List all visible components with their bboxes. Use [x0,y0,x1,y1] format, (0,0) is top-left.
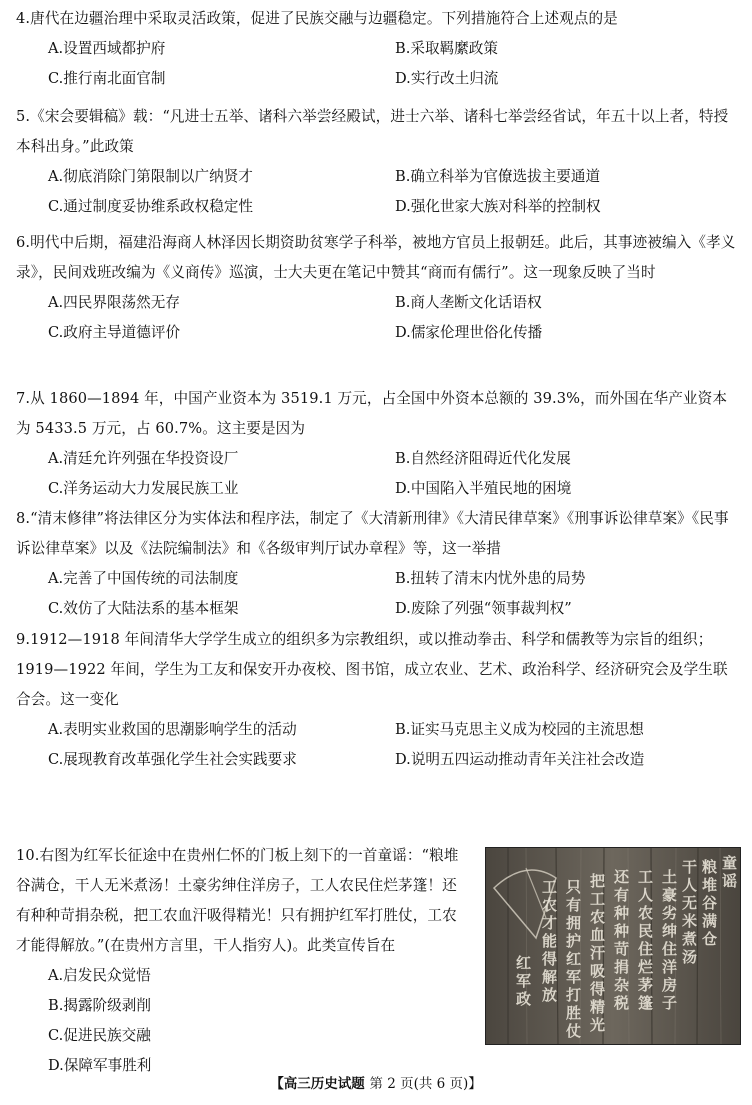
option-b: B.采取羁縻政策 [395,40,498,57]
question-7 [16,384,738,504]
svg-text:绅: 绅 [662,922,678,940]
svg-text:人: 人 [682,876,698,894]
svg-text:精: 精 [590,998,606,1016]
svg-text:解: 解 [542,968,558,986]
option-b: B.自然经济阻碍近代化发展 [395,450,571,467]
question-4 [16,4,738,94]
svg-text:种: 种 [614,922,630,940]
option-a: A.四民界限荡然无存 [48,294,180,311]
svg-text:税: 税 [614,994,630,1012]
svg-text:拥: 拥 [566,914,582,932]
svg-text:土: 土 [662,868,678,886]
svg-text:米: 米 [682,912,698,930]
svg-text:无: 无 [682,894,698,912]
option-a: A.清廷允许列强在华投资设厂 [48,450,239,467]
svg-text:篷: 篷 [638,994,654,1012]
svg-text:住: 住 [638,940,654,958]
carved-door-photo [485,847,741,1045]
question-stem: 6.明代中后期，福建沿海商人林泽因长期资助贫寒学子科举，被地方官员上报朝廷。此后，其事迹被编入《孝义录》，民间戏班改编为《义商传》巡演，士大夫更在笔记中赞其“商而有儒行”。这一现象反映了当时 [16,234,736,281]
svg-text:童: 童 [722,854,738,872]
svg-text:得: 得 [590,980,606,998]
option-a: A.完善了中国传统的司法制度 [48,570,239,587]
svg-text:苛: 苛 [614,940,630,958]
option-d: D.儒家伦理世俗化传播 [395,324,543,341]
svg-text:能: 能 [542,932,558,950]
svg-text:仓: 仓 [702,930,718,948]
svg-text:工: 工 [542,878,558,896]
svg-text:汗: 汗 [590,944,606,962]
option-d: D.保障军事胜利 [48,1057,152,1074]
svg-text:满: 满 [702,912,718,930]
option-d: D.实行改土归流 [395,70,499,87]
svg-text:民: 民 [638,922,654,940]
option-d: D.说明五四运动推动青年关注社会改造 [395,751,645,768]
option-a: A.彻底消除门第限制以广纳贤才 [48,168,253,185]
question-stem: 7.从 1860—1894 年，中国产业资本为 3519.1 万元，占全国中外资本总额的 39.3%，而外国在华产业资本为 5433.5 万元，占 60.7%。这主要是因为 [16,390,728,437]
svg-text:干: 干 [682,858,698,876]
option-c: C.效仿了大陆法系的基本框架 [48,600,239,617]
svg-text:捐: 捐 [614,958,630,976]
svg-text:吸: 吸 [590,962,606,980]
option-c: C.通过制度妥协维系政权稳定性 [48,198,254,215]
page-footer [0,1072,752,1092]
option-b: B.确立科举为官僚选拔主要通道 [395,168,601,185]
question-stem: 5.《宋会要辑稿》载：“凡进士五举、诸科六举尝经殿试，进士六举、诸科七举尝经省试，年五十以上者，特授本科出身。”此政策 [16,108,729,155]
option-b: B.证实马克思主义成为校园的主流思想 [395,721,644,738]
svg-text:才: 才 [542,914,558,932]
option-c: C.政府主导道德评价 [48,324,181,341]
option-a: A.启发民众觉悟 [48,967,151,984]
svg-text:光: 光 [590,1016,606,1034]
svg-text:政: 政 [516,990,532,1008]
svg-text:房: 房 [662,976,678,994]
question-5 [16,102,738,222]
svg-text:红: 红 [566,950,582,968]
svg-text:种: 种 [614,904,630,922]
option-c: C.洋务运动大力发展民族工业 [48,480,239,497]
svg-text:农: 农 [638,904,654,922]
svg-text:汤: 汤 [682,948,698,966]
svg-text:子: 子 [662,994,678,1012]
svg-text:农: 农 [590,908,606,926]
option-c: C.促进民族交融 [48,1027,151,1044]
option-c: C.推行南北面官制 [48,70,166,87]
question-stem: 4.唐代在边疆治理中采取灵活政策，促进了民族交融与边疆稳定。下列措施符合上述观点的是 [16,10,618,27]
svg-text:劣: 劣 [662,904,678,922]
svg-text:只: 只 [566,878,582,896]
question-stem: 9.1912—1918 年间清华大学学生成立的组织多为宗教组织，或以推动拳击、科学和儒教等为宗旨的组织；1919—1922 年间，学生为工友和保安开办夜校、图书馆，成立农业、艺术、政治科学、经济研究会及学生联合会。这一变化 [16,631,728,708]
svg-text:血: 血 [590,926,606,944]
svg-text:有: 有 [614,886,630,904]
svg-text:还: 还 [614,868,630,886]
question-9 [16,625,738,775]
option-d: D.强化世家大族对科举的控制权 [395,198,601,215]
svg-text:工: 工 [638,868,654,886]
svg-text:杂: 杂 [614,976,630,994]
footer-page-number: 第 2 页(共 6 页)】 [369,1076,482,1092]
svg-text:谷: 谷 [702,894,718,912]
svg-text:茅: 茅 [638,976,654,994]
option-d: D.废除了列强“领事裁判权” [395,600,572,617]
svg-text:有: 有 [566,896,582,914]
svg-text:得: 得 [542,950,558,968]
svg-text:护: 护 [566,932,582,950]
option-a: A.表明实业救国的思潮影响学生的活动 [48,721,297,738]
svg-text:住: 住 [662,940,678,958]
svg-text:堆: 堆 [702,876,718,894]
question-stem: 10.右图为红军长征途中在贵州仁怀的门板上刻下的一首童谣：“粮堆谷满仓，干人无米煮汤！土豪劣绅住洋房子，工人农民住烂茅篷！还有种种苛捐杂税，把工农血汗吸得精光！只有拥护红军打胜仗，工农才能得解放。”(在贵州方言里，干人指穷人)。此类宣传旨在 [16,847,459,954]
svg-text:人: 人 [638,886,654,904]
svg-text:煮: 煮 [682,930,698,948]
question-stem: 8.“清末修律”将法律区分为实体法和程序法，制定了《大清新刑律》《大清民律草案》《刑事诉讼律草案》《民事诉讼律草案》以及《法院编制法》和《各级审判厅试办章程》等，这一举措 [16,510,729,557]
svg-text:红: 红 [516,954,532,972]
option-a: A.设置西域都护府 [48,40,166,57]
svg-text:打: 打 [566,986,582,1004]
svg-text:洋: 洋 [662,958,678,976]
option-b: B.商人垄断文化话语权 [395,294,542,311]
option-b: B.扭转了清末内忧外患的局势 [395,570,586,587]
question-6 [16,228,738,348]
svg-text:军: 军 [566,968,582,986]
svg-text:放: 放 [542,986,558,1004]
svg-text:烂: 烂 [638,958,654,976]
footer-label: 【高三历史试题 [270,1076,365,1092]
svg-text:粮: 粮 [702,858,718,876]
svg-text:仗: 仗 [566,1022,582,1040]
svg-text:豪: 豪 [662,886,678,904]
option-c: C.展现教育改革强化学生社会实践要求 [48,751,297,768]
option-d: D.中国陷入半殖民地的困境 [395,480,572,497]
svg-text:工: 工 [590,890,606,908]
option-b: B.揭露阶级剥削 [48,997,151,1014]
svg-text:谣: 谣 [722,872,738,890]
question-8 [16,504,738,624]
svg-text:农: 农 [542,896,558,914]
svg-text:把: 把 [590,872,606,890]
svg-text:军: 军 [516,972,532,990]
svg-text:胜: 胜 [566,1004,582,1022]
